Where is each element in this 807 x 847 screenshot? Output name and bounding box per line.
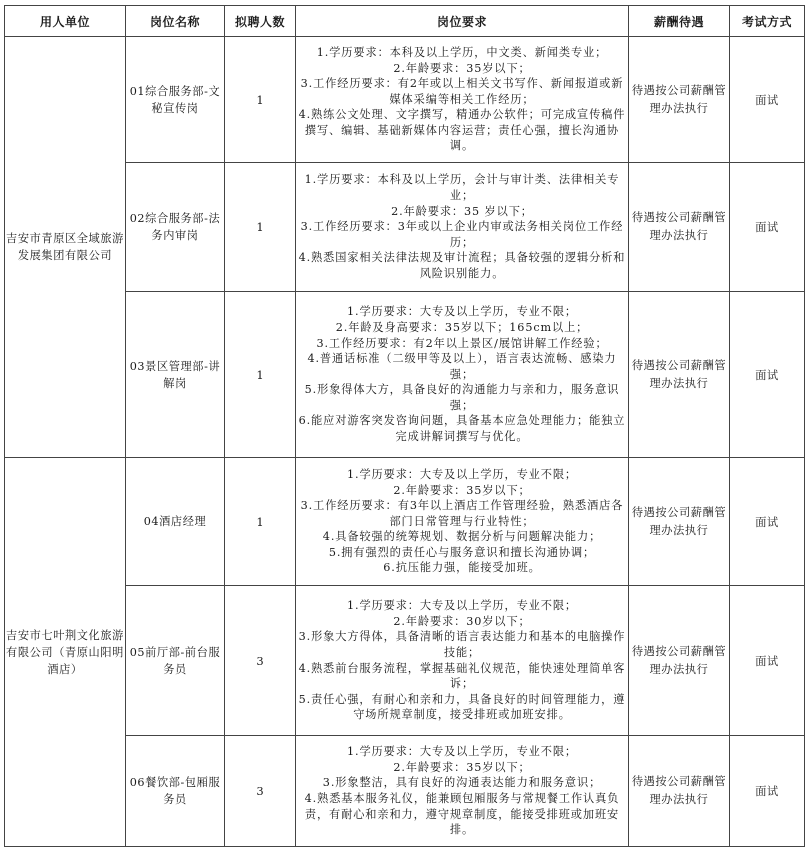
requirements-list <box>296 598 628 723</box>
requirement-item: 1.学历要求：大专及以上学历，专业不限； <box>346 467 578 481</box>
table-header <box>5 6 805 37</box>
requirements-cell <box>296 586 629 736</box>
requirement-item: 1.学历要求：大专及以上学历，专业不限； <box>346 599 578 613</box>
requirements-list <box>296 467 628 576</box>
header-exam: 考试方式 <box>730 6 805 37</box>
requirements-list <box>296 304 628 444</box>
table-row <box>5 458 805 586</box>
exam-method-cell: 面试 <box>730 163 805 292</box>
recruitment-table <box>4 5 805 847</box>
employer-cell: 吉安市七叶荆文化旅游有限公司（青原山阳明酒店） <box>5 458 126 847</box>
header-unit: 用人单位 <box>5 6 126 37</box>
headcount-cell: 1 <box>225 292 296 458</box>
exam-method-cell: 面试 <box>730 37 805 163</box>
requirement-item: 2.年龄要求：35岁以下； <box>393 483 531 497</box>
table-row <box>5 37 805 163</box>
requirement-item: 2.年龄及身高要求：35岁以下；165cm以上； <box>335 320 589 334</box>
requirements-cell <box>296 37 629 163</box>
header-salary: 薪酬待遇 <box>629 6 730 37</box>
requirement-item: 6.能应对游客突发咨询问题，具备基本应急处理能力；能独立完成讲解词撰写与优化。 <box>298 414 626 444</box>
post-name-cell: 01综合服务部-文秘宣传岗 <box>126 37 225 163</box>
salary-cell: 待遇按公司薪酬管理办法执行 <box>629 586 730 736</box>
requirement-item: 3.工作经历要求：有3年以上酒店工作管理经验，熟悉酒店各部门日常管理与行业特性； <box>300 499 624 528</box>
requirement-item: 2.年龄要求：35 岁以下； <box>391 204 533 218</box>
exam-method-cell: 面试 <box>730 736 805 847</box>
requirements-list <box>296 744 628 838</box>
post-name-cell: 06餐饮部-包厢服务员 <box>126 736 225 847</box>
requirements-cell <box>296 736 629 847</box>
requirement-item: 1.学历要求：本科及以上学历，会计与审计类、法律相关专业； <box>304 173 620 203</box>
requirement-item: 3.形象整洁，具有良好的沟通表达能力和服务意识； <box>322 776 602 790</box>
requirement-item: 4.熟悉基本服务礼仪，能兼顾包厢服务与常规餐工作认真负责，有耐心和亲和力，遵守规章制度，能接受排班或加班安排。 <box>304 792 620 837</box>
requirement-item: 5.拥有强烈的责任心与服务意识和擅长沟通协调； <box>328 545 596 559</box>
headcount-cell: 1 <box>225 163 296 292</box>
header-post: 岗位名称 <box>126 6 225 37</box>
exam-method-cell: 面试 <box>730 458 805 586</box>
salary-cell: 待遇按公司薪酬管理办法执行 <box>629 37 730 163</box>
salary-cell: 待遇按公司薪酬管理办法执行 <box>629 163 730 292</box>
requirement-item: 6.抗压能力强，能接受加班。 <box>383 561 541 575</box>
requirement-item: 4.具备较强的统筹规划、数据分析与问题解决能力； <box>322 530 602 544</box>
post-name-cell: 02综合服务部-法务内审岗 <box>126 163 225 292</box>
headcount-cell: 1 <box>225 458 296 586</box>
employer-cell: 吉安市青原区全域旅游发展集团有限公司 <box>5 37 126 458</box>
post-name-cell: 05前厅部-前台服务员 <box>126 586 225 736</box>
requirements-list <box>296 172 628 281</box>
requirement-item: 1.学历要求：本科及以上学历，中文类、新闻类专业； <box>316 45 608 59</box>
requirement-item: 2.年龄要求：35岁以下； <box>393 760 531 774</box>
exam-method-cell: 面试 <box>730 586 805 736</box>
exam-method-cell: 面试 <box>730 292 805 458</box>
requirement-item: 2.年龄要求：35岁以下； <box>393 61 531 75</box>
requirement-item: 4.熟悉前台服务流程，掌握基础礼仪规范，能快速处理简单客诉； <box>298 661 626 691</box>
requirement-item: 4.熟练公文处理、文字撰写，精通办公软件；可完成宣传稿件撰写、编辑、基础新媒体内容运营；责任心强，擅长沟通协调。 <box>298 108 626 153</box>
requirement-item: 3.工作经历要求：有2年以上景区/展馆讲解工作经验； <box>316 336 608 350</box>
requirement-item: 2.年龄要求：30岁以下； <box>393 614 531 628</box>
headcount-cell: 1 <box>225 37 296 163</box>
salary-cell: 待遇按公司薪酬管理办法执行 <box>629 292 730 458</box>
requirements-cell <box>296 292 629 458</box>
header-count: 拟聘人数 <box>225 6 296 37</box>
requirement-item: 3.工作经历要求：有2年或以上相关文书写作、新闻报道或新媒体采编等相关工作经历； <box>300 77 624 106</box>
headcount-cell: 3 <box>225 736 296 847</box>
header-requirements: 岗位要求 <box>296 6 629 37</box>
requirements-list <box>296 45 628 154</box>
requirement-item: 3.形象大方得体，具备清晰的语言表达能力和基本的电脑操作技能； <box>298 630 626 659</box>
requirement-item: 4.熟悉国家相关法律法规及审计流程；具备较强的逻辑分析和风险识别能力。 <box>298 251 626 280</box>
table-body <box>5 37 805 847</box>
requirements-cell <box>296 458 629 586</box>
requirement-item: 3.工作经历要求：3年或以上企业内审或法务相关岗位工作经历； <box>300 220 624 249</box>
requirement-item: 4.普通话标准（二级甲等及以上），语言表达流畅、感染力强； <box>307 352 617 381</box>
requirements-cell <box>296 163 629 292</box>
requirement-item: 1.学历要求：大专及以上学历，专业不限； <box>346 305 578 319</box>
headcount-cell: 3 <box>225 586 296 736</box>
post-name-cell: 04酒店经理 <box>126 458 225 586</box>
requirement-item: 5.形象得体大方，具备良好的沟通能力与亲和力，服务意识强； <box>304 383 620 412</box>
salary-cell: 待遇按公司薪酬管理办法执行 <box>629 736 730 847</box>
post-name-cell: 03景区管理部-讲解岗 <box>126 292 225 458</box>
requirement-item: 5.责任心强，有耐心和亲和力，具备良好的时间管理能力，遵守场所规章制度，接受排班或加班安排。 <box>298 692 626 722</box>
header-row <box>5 6 805 37</box>
requirement-item: 1.学历要求：大专及以上学历，专业不限； <box>346 745 578 759</box>
salary-cell: 待遇按公司薪酬管理办法执行 <box>629 458 730 586</box>
